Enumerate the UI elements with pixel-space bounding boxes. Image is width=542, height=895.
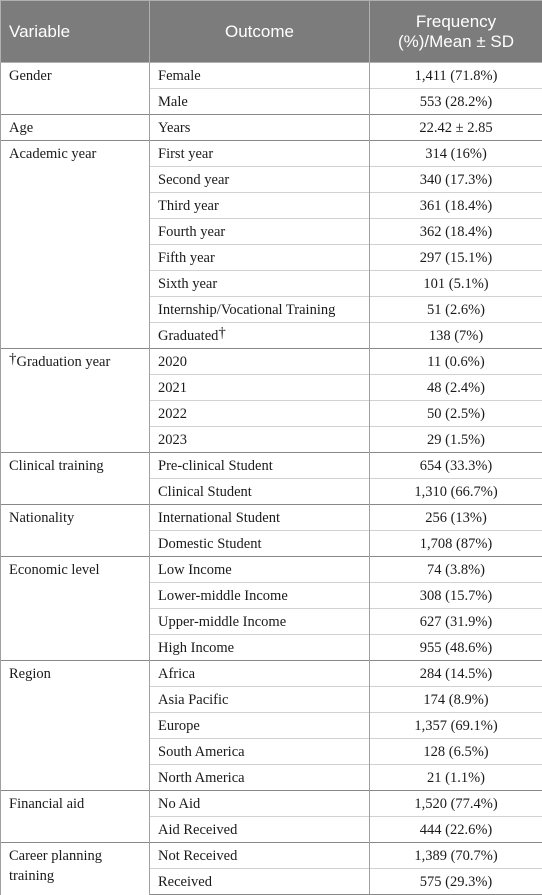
variable-label: Financial aid bbox=[9, 796, 84, 812]
value-cell: 74 (3.8%) bbox=[370, 557, 542, 583]
variable-label: Age bbox=[9, 120, 33, 136]
table-row bbox=[1, 791, 542, 817]
outcome-cell bbox=[150, 739, 370, 765]
outcome-label: Pre-clinical Student bbox=[158, 458, 273, 474]
header-row bbox=[1, 1, 542, 63]
variable-cell bbox=[1, 791, 150, 843]
outcome-label: First year bbox=[158, 146, 213, 162]
table-header bbox=[1, 1, 542, 63]
outcome-label: Lower-middle Income bbox=[158, 588, 288, 604]
outcome-cell bbox=[150, 349, 370, 375]
outcome-cell bbox=[150, 167, 370, 193]
outcome-cell bbox=[150, 427, 370, 453]
value-cell: 50 (2.5%) bbox=[370, 401, 542, 427]
outcome-label: Male bbox=[158, 94, 188, 110]
value-cell: 1,357 (69.1%) bbox=[370, 713, 542, 739]
table-row bbox=[1, 557, 542, 583]
outcome-label: No Aid bbox=[158, 796, 200, 812]
value-cell: 314 (16%) bbox=[370, 141, 542, 167]
variable-label: Graduation year bbox=[17, 354, 111, 370]
outcome-cell bbox=[150, 505, 370, 531]
value-cell: 308 (15.7%) bbox=[370, 583, 542, 609]
outcome-label: Upper-middle Income bbox=[158, 614, 286, 630]
variable-label: Economic level bbox=[9, 562, 100, 578]
outcome-label: Graduated bbox=[158, 328, 218, 344]
table-row bbox=[1, 661, 542, 687]
table-row bbox=[1, 141, 542, 167]
outcome-label: Europe bbox=[158, 718, 200, 734]
outcome-label: Internship/Vocational Training bbox=[158, 302, 335, 318]
variable-cell bbox=[1, 141, 150, 349]
value-cell: 11 (0.6%) bbox=[370, 349, 542, 375]
outcome-label: Aid Received bbox=[158, 822, 237, 838]
table-row bbox=[1, 843, 542, 869]
value-cell: 128 (6.5%) bbox=[370, 739, 542, 765]
outcome-label: High Income bbox=[158, 640, 234, 656]
value-cell: 553 (28.2%) bbox=[370, 89, 542, 115]
outcome-cell bbox=[150, 869, 370, 895]
value-cell: 1,411 (71.8%) bbox=[370, 63, 542, 89]
outcome-label: Low Income bbox=[158, 562, 232, 578]
variable-cell bbox=[1, 115, 150, 141]
variable-cell bbox=[1, 349, 150, 453]
value-cell: 1,310 (66.7%) bbox=[370, 479, 542, 505]
outcome-label: South America bbox=[158, 744, 245, 760]
header-frequency-line2: (%)/Mean ± SD bbox=[398, 32, 514, 51]
outcome-label: Africa bbox=[158, 666, 195, 682]
value-cell: 256 (13%) bbox=[370, 505, 542, 531]
variable-cell bbox=[1, 843, 150, 895]
value-cell: 361 (18.4%) bbox=[370, 193, 542, 219]
outcome-cell bbox=[150, 115, 370, 141]
variable-cell bbox=[1, 661, 150, 791]
outcome-cell bbox=[150, 271, 370, 297]
outcome-label: International Student bbox=[158, 510, 280, 526]
outcome-cell bbox=[150, 609, 370, 635]
outcome-cell bbox=[150, 89, 370, 115]
outcome-label: 2023 bbox=[158, 432, 187, 448]
outcome-cell bbox=[150, 375, 370, 401]
value-cell: 575 (29.3%) bbox=[370, 869, 542, 895]
variable-cell bbox=[1, 453, 150, 505]
variable-label: Nationality bbox=[9, 510, 74, 526]
outcome-label: Third year bbox=[158, 198, 219, 214]
outcome-label: Fourth year bbox=[158, 224, 225, 240]
value-cell: 340 (17.3%) bbox=[370, 167, 542, 193]
outcome-cell bbox=[150, 687, 370, 713]
header-frequency-line1: Frequency bbox=[416, 12, 496, 31]
outcome-cell bbox=[150, 219, 370, 245]
value-cell: 1,708 (87%) bbox=[370, 531, 542, 557]
outcome-cell bbox=[150, 713, 370, 739]
outcome-label: Not Received bbox=[158, 848, 237, 864]
value-cell: 29 (1.5%) bbox=[370, 427, 542, 453]
variable-label: Academic year bbox=[9, 146, 96, 162]
value-cell: 21 (1.1%) bbox=[370, 765, 542, 791]
dagger-mark: † bbox=[218, 325, 226, 341]
outcome-label: 2021 bbox=[158, 380, 187, 396]
outcome-cell bbox=[150, 245, 370, 271]
outcome-cell bbox=[150, 817, 370, 843]
variable-cell bbox=[1, 557, 150, 661]
outcome-cell bbox=[150, 141, 370, 167]
variable-label: Gender bbox=[9, 68, 52, 84]
value-cell: 284 (14.5%) bbox=[370, 661, 542, 687]
value-cell: 51 (2.6%) bbox=[370, 297, 542, 323]
value-cell: 297 (15.1%) bbox=[370, 245, 542, 271]
table-row bbox=[1, 453, 542, 479]
value-cell: 48 (2.4%) bbox=[370, 375, 542, 401]
header-outcome: Outcome bbox=[150, 1, 370, 63]
outcome-cell bbox=[150, 63, 370, 89]
outcome-label: Clinical Student bbox=[158, 484, 252, 500]
value-cell: 138 (7%) bbox=[370, 323, 542, 349]
outcome-cell bbox=[150, 635, 370, 661]
outcome-cell bbox=[150, 479, 370, 505]
value-cell: 362 (18.4%) bbox=[370, 219, 542, 245]
outcome-label: Fifth year bbox=[158, 250, 215, 266]
table-body bbox=[1, 63, 542, 895]
table-row bbox=[1, 505, 542, 531]
header-frequency bbox=[370, 1, 542, 63]
value-cell: 174 (8.9%) bbox=[370, 687, 542, 713]
outcome-label: Asia Pacific bbox=[158, 692, 228, 708]
value-cell: 444 (22.6%) bbox=[370, 817, 542, 843]
outcome-label: Female bbox=[158, 68, 201, 84]
outcome-cell bbox=[150, 531, 370, 557]
outcome-label: 2020 bbox=[158, 354, 187, 370]
value-cell: 654 (33.3%) bbox=[370, 453, 542, 479]
outcome-cell bbox=[150, 401, 370, 427]
table-row bbox=[1, 115, 542, 141]
variable-label: Clinical training bbox=[9, 458, 104, 474]
value-cell: 955 (48.6%) bbox=[370, 635, 542, 661]
header-variable: Variable bbox=[1, 1, 150, 63]
value-cell: 1,389 (70.7%) bbox=[370, 843, 542, 869]
variable-cell bbox=[1, 63, 150, 115]
table-row bbox=[1, 63, 542, 89]
outcome-cell bbox=[150, 791, 370, 817]
variable-label: Career planning training bbox=[9, 848, 102, 884]
value-cell: 101 (5.1%) bbox=[370, 271, 542, 297]
outcome-label: 2022 bbox=[158, 406, 187, 422]
outcome-cell bbox=[150, 323, 370, 349]
outcome-label: Years bbox=[158, 120, 190, 136]
value-cell: 627 (31.9%) bbox=[370, 609, 542, 635]
outcome-cell bbox=[150, 193, 370, 219]
outcome-cell bbox=[150, 297, 370, 323]
outcome-cell bbox=[150, 661, 370, 687]
outcome-cell bbox=[150, 583, 370, 609]
outcome-label: Second year bbox=[158, 172, 229, 188]
variable-cell bbox=[1, 505, 150, 557]
value-cell: 1,520 (77.4%) bbox=[370, 791, 542, 817]
outcome-cell bbox=[150, 557, 370, 583]
dagger-mark: † bbox=[9, 351, 17, 367]
outcome-label: Sixth year bbox=[158, 276, 217, 292]
outcome-label: North America bbox=[158, 770, 245, 786]
outcome-cell bbox=[150, 765, 370, 791]
outcome-label: Domestic Student bbox=[158, 536, 262, 552]
outcome-label: Received bbox=[158, 874, 212, 890]
outcome-cell bbox=[150, 453, 370, 479]
outcome-cell bbox=[150, 843, 370, 869]
variable-label: Region bbox=[9, 666, 51, 682]
table-row bbox=[1, 349, 542, 375]
value-cell: 22.42 ± 2.85 bbox=[370, 115, 542, 141]
